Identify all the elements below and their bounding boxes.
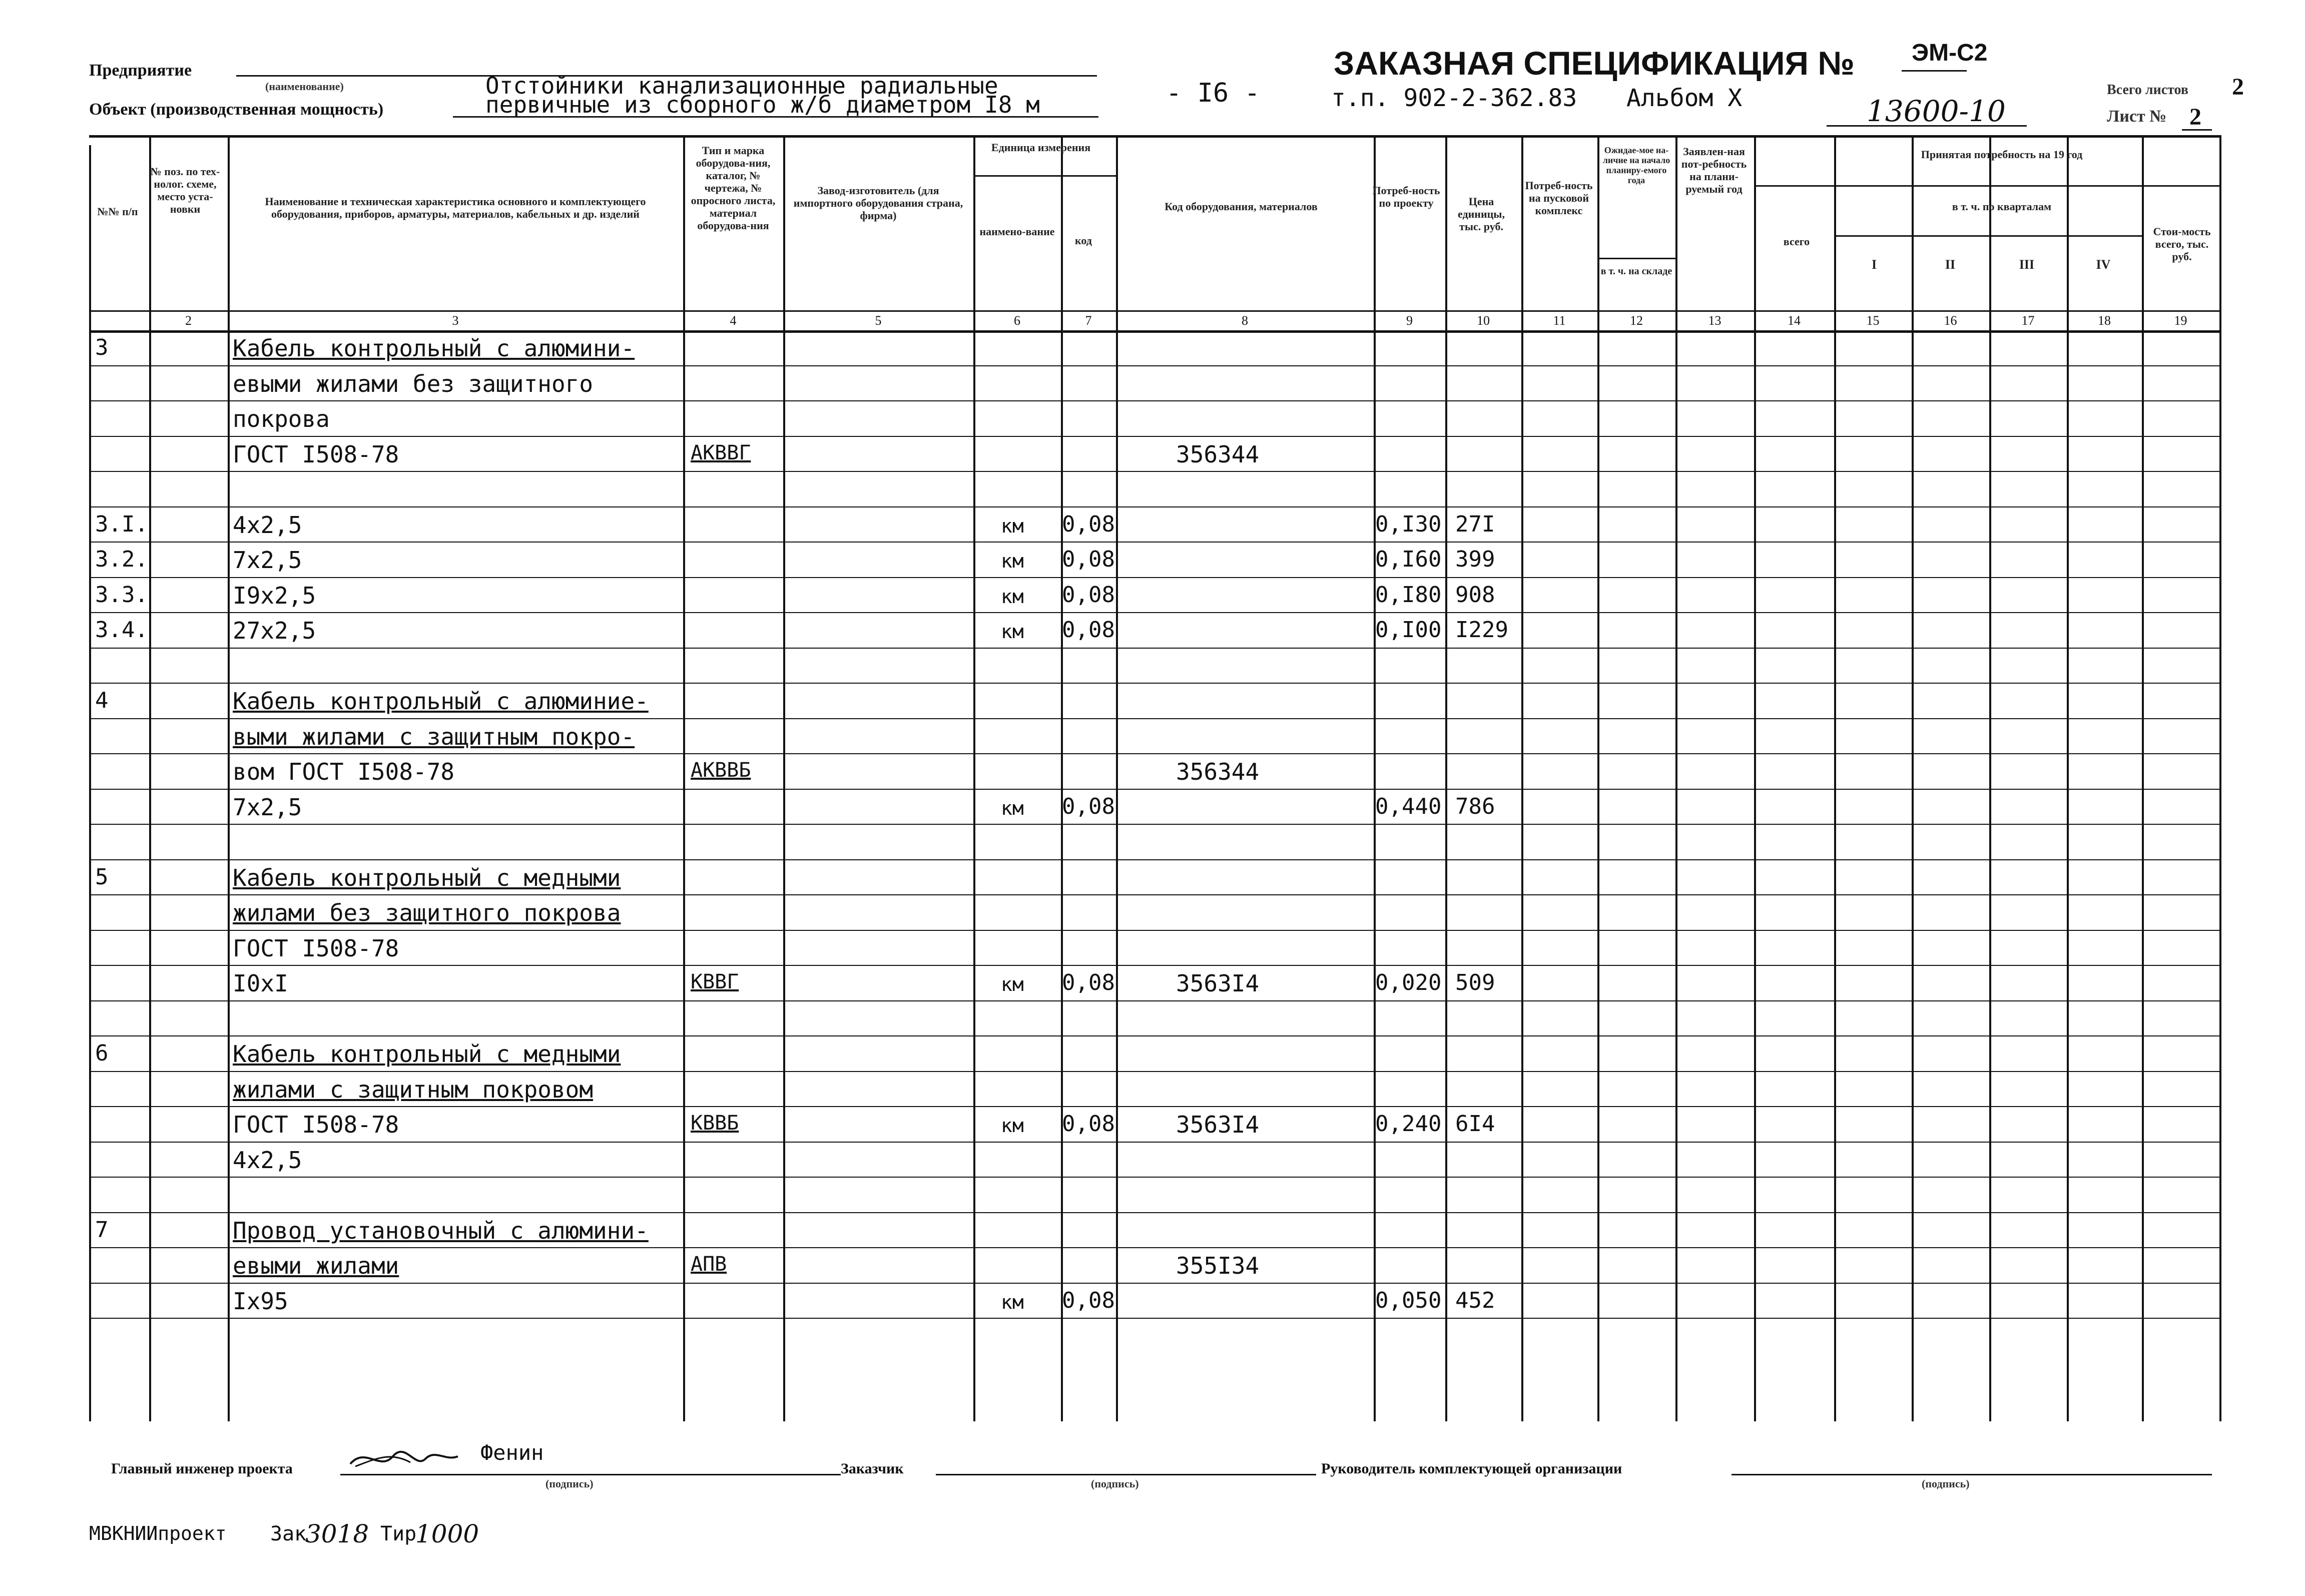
item-name: Кабель контрольный с медными: [233, 864, 621, 891]
col-14-header: всего: [1783, 235, 1810, 248]
handwritten-code: 13600-10: [1867, 94, 2006, 128]
project-need: 0,020: [1375, 970, 1442, 995]
item-type: АКВВБ: [691, 759, 751, 782]
item-name: покрова: [233, 405, 330, 432]
unit-name: км: [1001, 1291, 1024, 1313]
column-divider: [2219, 135, 2221, 1421]
chief-engineer-line: [340, 1474, 841, 1475]
unit-price: 6I4: [1455, 1111, 1495, 1137]
col-5-header: Завод-изготовитель (для импортного оборудования страна, фирма): [793, 184, 963, 222]
column-number: 11: [1553, 313, 1566, 328]
position-number: 3.3.: [95, 582, 148, 608]
item-name: жилами без защитного покрова: [233, 899, 621, 926]
row-rule: [89, 1283, 2219, 1284]
row-rule: [89, 612, 2219, 613]
item-name: Провод установочный с алюмини-: [233, 1217, 649, 1244]
item-name: Кабель контрольный с алюминие-: [233, 688, 649, 715]
unit-name: км: [1001, 797, 1024, 819]
chief-engineer-name: Фенин: [480, 1440, 544, 1465]
project-need: 0,050: [1375, 1287, 1442, 1313]
col-10-header: Цена единицы, тыс. руб.: [1458, 195, 1505, 233]
column-number: 6: [1014, 313, 1020, 328]
col-2-header: № поз. по тех-нолог. схеме, место уста-новки: [150, 165, 220, 215]
column-number: 19: [2174, 313, 2187, 328]
print-label: Тир: [380, 1522, 417, 1545]
position-number: 3.2.: [95, 547, 148, 572]
position-number: 3.I.: [95, 511, 148, 537]
col-6-header: наимено-вание: [979, 225, 1055, 238]
col-13-header: Заявлен-ная пот-ребность на плани-руемый год: [1681, 145, 1747, 195]
accepted-group-header: Принятая потребность на 19 год: [1921, 148, 2083, 161]
project-need: 0,I30: [1375, 511, 1442, 537]
column-number: 13: [1708, 313, 1721, 328]
column-numbers-bottom-line: [89, 330, 2219, 333]
column-number: 10: [1477, 313, 1490, 328]
position-number: 4: [95, 688, 109, 713]
position-number: 6: [95, 1040, 109, 1066]
row-rule: [89, 1142, 2219, 1143]
row-rule: [89, 1212, 2219, 1213]
column-number: 14: [1788, 313, 1801, 328]
row-rule: [89, 789, 2219, 790]
column-number: 18: [2098, 313, 2111, 328]
column-number: 12: [1630, 313, 1643, 328]
publisher: МВКНИИпроект: [89, 1522, 227, 1544]
equipment-code: 3563I4: [1176, 1111, 1260, 1138]
column-number: 17: [2021, 313, 2035, 328]
row-rule: [89, 894, 2219, 895]
item-name: евыми жилами: [233, 1252, 399, 1279]
project-need: 0,240: [1375, 1111, 1442, 1137]
supplier-head-label: Руководитель комплектующей организации: [1321, 1460, 1622, 1477]
column-number: 3: [452, 313, 459, 328]
row-rule: [89, 436, 2219, 437]
col-16-header: II: [1945, 257, 1956, 272]
column-number: 4: [730, 313, 737, 328]
unit-group-header: Единица измерения: [991, 141, 1091, 154]
item-name: евыми жилами без защитного: [233, 370, 594, 397]
col-3-header: Наименование и техническая характеристика основного и комплектующего оборудования, приборов, арматуры, материалов, кабельных и др. изделий: [265, 195, 646, 220]
customer-label: Заказчик: [841, 1460, 904, 1477]
equipment-code: 356344: [1176, 440, 1260, 468]
row-rule: [89, 648, 2219, 649]
object-line-1: Отстойники канализационные радиальные: [485, 72, 998, 99]
unit-code: 0,08: [1062, 793, 1115, 819]
item-name: Ix95: [233, 1287, 288, 1315]
row-rule: [89, 824, 2219, 825]
item-name: ГОСТ I508-78: [233, 934, 399, 962]
object-line: [453, 116, 1098, 118]
project-code: т.п. 902-2-362.83: [1331, 84, 1577, 112]
project-need: 0,440: [1375, 793, 1442, 819]
document-title: ЗАКАЗНАЯ СПЕЦИФИКАЦИЯ №: [1334, 45, 1855, 82]
unit-price: 27I: [1455, 511, 1495, 537]
row-rule: [89, 718, 2219, 719]
row-rule: [89, 577, 2219, 578]
equipment-code: 3563I4: [1176, 970, 1260, 997]
print-value: 1000: [415, 1519, 479, 1548]
sheet-underline: [2182, 129, 2212, 131]
stock-sub-divider: [1597, 258, 1675, 259]
row-rule: [89, 1318, 2219, 1319]
col-7-header: код: [1075, 234, 1092, 247]
table-top-border: [89, 135, 2219, 138]
column-number: 2: [185, 313, 192, 328]
item-type: КВВБ: [691, 1112, 739, 1135]
item-name: I0xI: [233, 970, 288, 997]
object-label: Объект (производственная мощность): [89, 100, 384, 119]
supplier-head-line: [1732, 1474, 2212, 1475]
chief-engineer-label: Главный инженер проекта: [111, 1460, 293, 1477]
item-name: 7x2,5: [233, 547, 302, 574]
page-number: - I6 -: [1166, 78, 1260, 108]
unit-name: км: [1001, 1115, 1024, 1137]
row-rule: [89, 930, 2219, 931]
unit-code: 0,08: [1062, 582, 1115, 608]
total-sheets-label: Всего листов: [2107, 82, 2188, 98]
position-number: 7: [95, 1217, 109, 1243]
row-rule: [89, 471, 2219, 472]
row-rule: [89, 1000, 2219, 1001]
project-need: 0,I60: [1375, 547, 1442, 572]
row-rule: [89, 683, 2219, 684]
unit-name: км: [1001, 973, 1024, 995]
position-number: 3: [95, 335, 109, 360]
spec-number-underline: [1902, 70, 1967, 72]
equipment-code: 355I34: [1176, 1252, 1260, 1279]
row-rule: [89, 400, 2219, 401]
item-name: 4x2,5: [233, 1146, 302, 1174]
col-1-header: №№ п/п: [97, 205, 138, 218]
unit-code: 0,08: [1062, 617, 1115, 643]
sheet-label: Лист №: [2107, 107, 2167, 126]
equipment-code: 356344: [1176, 758, 1260, 785]
column-number: 16: [1944, 313, 1957, 328]
column-number: 8: [1242, 313, 1248, 328]
row-rule: [89, 506, 2219, 507]
row-rule: [89, 753, 2219, 754]
row-rule: [89, 859, 2219, 860]
item-type: АКВВГ: [691, 441, 751, 464]
unit-price: 452: [1455, 1287, 1495, 1313]
col-12-header: Ожидае-мое на-личие на начало планиру-емого года: [1602, 145, 1670, 185]
unit-name: км: [1001, 621, 1024, 643]
total-sheets-value: 2: [2232, 74, 2244, 100]
col-12-sub-header: в т. ч. на складе: [1600, 266, 1672, 277]
accepted-group-divider: [1754, 185, 2219, 187]
item-name: 4x2,5: [233, 511, 302, 539]
item-name: Кабель контрольный с алюмини-: [233, 335, 635, 362]
item-name: выми жилами с защитным покро-: [233, 723, 635, 750]
col-9-header: Потреб-ность по проекту: [1372, 184, 1440, 209]
unit-code: 0,08: [1062, 1111, 1115, 1137]
item-name: вом ГОСТ I508-78: [233, 758, 455, 785]
item-name: жилами с защитным покровом: [233, 1076, 594, 1103]
row-rule: [89, 365, 2219, 366]
name-caption: (наименование): [265, 80, 344, 93]
row-rule: [89, 1035, 2219, 1036]
unit-name: км: [1001, 585, 1024, 608]
unit-code: 0,08: [1062, 970, 1115, 995]
col-18-header: IV: [2096, 257, 2111, 272]
item-name: I9x2,5: [233, 582, 316, 609]
row-rule: [89, 1177, 2219, 1178]
col-11-header: Потреб-ность на пусковой комплекс: [1525, 179, 1593, 217]
row-rule: [89, 1106, 2219, 1107]
col-19-header: Стои-мость всего, тыс. руб.: [2153, 225, 2211, 263]
unit-code: 0,08: [1062, 547, 1115, 572]
col-4-header: Тип и марка оборудова-ния, каталог, № чертежа, № опросного листа, материал оборудова-ния: [691, 144, 776, 232]
unit-code: 0,08: [1062, 1287, 1115, 1313]
row-rule: [89, 1071, 2219, 1072]
project-need: 0,I80: [1375, 582, 1442, 608]
quarters-group-divider: [1834, 235, 2142, 237]
order-label: Зак: [270, 1522, 307, 1545]
col-15-header: I: [1871, 257, 1877, 272]
row-rule: [89, 542, 2219, 543]
unit-price: 786: [1455, 793, 1495, 819]
unit-price: 908: [1455, 582, 1495, 608]
enterprise-label: Предприятие: [89, 61, 192, 80]
unit-name: км: [1001, 514, 1024, 537]
sheet-value: 2: [2189, 104, 2201, 130]
project-need: 0,I00: [1375, 617, 1442, 643]
album: Альбом X: [1626, 84, 1743, 112]
item-name: ГОСТ I508-78: [233, 440, 399, 468]
quarters-group-header: в т. ч. по кварталам: [1952, 200, 2052, 213]
order-value: 3018: [305, 1519, 369, 1548]
item-name: ГОСТ I508-78: [233, 1111, 399, 1138]
customer-line: [936, 1474, 1316, 1475]
position-number: 5: [95, 864, 109, 890]
item-type: КВВГ: [691, 970, 739, 993]
signature-caption-1: (подпись): [545, 1477, 594, 1490]
spec-number: ЭМ-С2: [1912, 40, 1988, 66]
header-bottom-line: [89, 310, 2219, 312]
position-number: 3.4.: [95, 617, 148, 643]
column-number: 9: [1406, 313, 1413, 328]
row-rule: [89, 965, 2219, 966]
unit-price: I229: [1455, 617, 1508, 643]
signature-caption-3: (подпись): [1922, 1477, 1970, 1490]
chief-engineer-signature: [345, 1441, 460, 1476]
row-rule: [89, 1247, 2219, 1248]
col-17-header: III: [2019, 257, 2035, 272]
column-number: 15: [1866, 313, 1880, 328]
unit-code: 0,08: [1062, 511, 1115, 537]
item-name: 7x2,5: [233, 793, 302, 821]
unit-price: 399: [1455, 547, 1495, 572]
item-type: АПВ: [691, 1253, 727, 1276]
column-number: 7: [1085, 313, 1092, 328]
col-8-header: Код оборудования, материалов: [1165, 200, 1318, 213]
column-divider: [89, 145, 91, 1421]
handwritten-underline: [1827, 125, 2027, 127]
item-name: Кабель контрольный с медными: [233, 1040, 621, 1068]
unit-price: 509: [1455, 970, 1495, 995]
item-name: 27x2,5: [233, 617, 316, 644]
object-line-2: первичные из сборного ж/б диаметром I8 м: [485, 91, 1040, 118]
unit-name: км: [1001, 550, 1024, 572]
unit-group-divider: [973, 175, 1116, 177]
signature-caption-2: (подпись): [1091, 1477, 1139, 1490]
column-number: 5: [875, 313, 882, 328]
